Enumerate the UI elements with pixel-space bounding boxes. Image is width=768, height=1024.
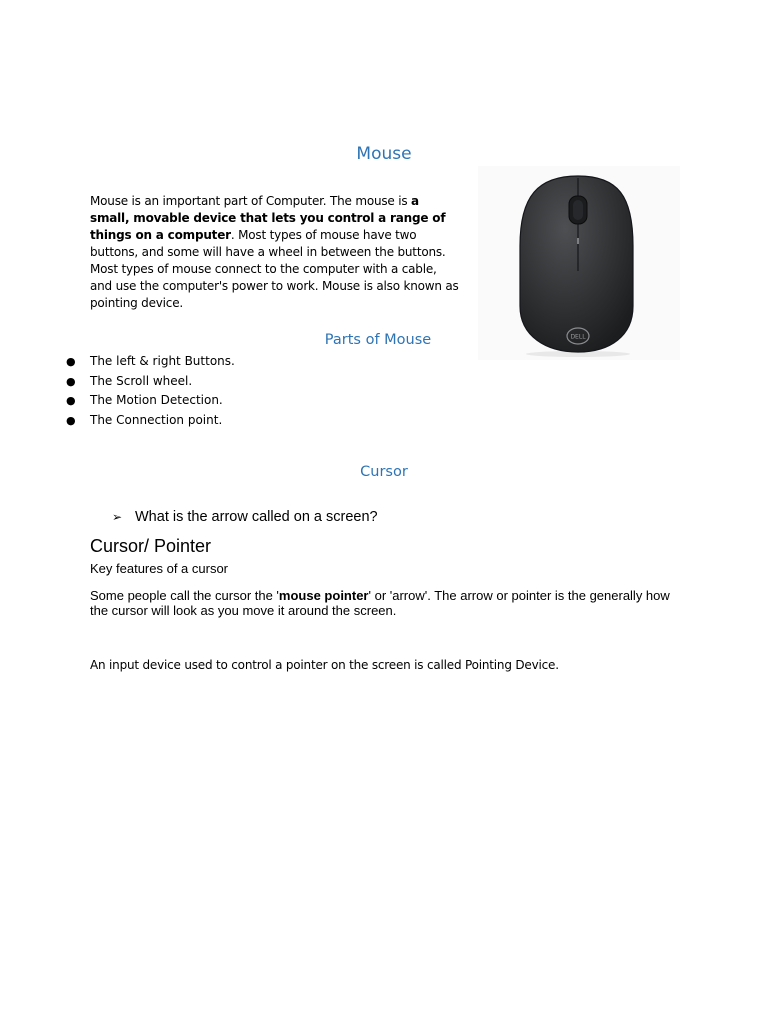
question-text: What is the arrow called on a screen? [135,509,378,525]
intro-text-4: . Most types of mouse have two buttons, and some will have a wheel in between the buttons. Most types of mouse connect to the computer with a cable, and use the computer's power to work. Mouse is also known as pointing device. [90,228,459,310]
bullet-icon: ● [66,355,76,368]
key-features-subtitle: Key features of a cursor [90,561,229,576]
list-item [66,353,235,373]
list-item [66,373,235,393]
list-item [66,412,235,432]
bullet-icon: ● [66,413,76,427]
list-item-text: The left & right Buttons. [90,354,235,368]
arrow-bullet-icon: ➢ [112,510,123,524]
question-item [112,509,378,525]
cursor-heading: Cursor [360,464,408,480]
list-item-text: The Motion Detection. [90,393,223,407]
list-item-text: The Scroll wheel. [90,373,193,388]
list-item [66,392,235,412]
intro-paragraph [90,193,462,312]
page-title: Mouse [356,144,412,164]
cursor-title: Cursor/ Pointer [90,536,212,556]
intro-bold-definition: a small, movable device that lets you control a range of things on a computer [90,194,446,242]
cursor-text-1: Some people call the cursor the ' [90,588,279,603]
cursor-text-3: ' or 'arrow'. The arrow or pointer is the generally how the cursor will look as you move it around the screen. [90,588,670,618]
cursor-text-bold: mouse pointer [278,588,369,603]
intro-text-1: Mouse is an important part of Computer [90,194,323,208]
parts-list [66,353,235,431]
bullet-icon: ● [66,394,76,407]
cursor-paragraph [90,589,670,618]
parts-heading: Parts of Mouse [324,332,432,348]
dell-logo-text: DELL [570,333,586,341]
mouse-image [478,166,680,360]
closing-sentence: An input device used to control a pointer on the screen is called Pointing Device. [90,658,559,672]
bullet-icon: ● [66,374,76,388]
intro-text-2: . The mouse is [322,194,412,208]
list-item-text: The Connection point. [90,412,223,427]
